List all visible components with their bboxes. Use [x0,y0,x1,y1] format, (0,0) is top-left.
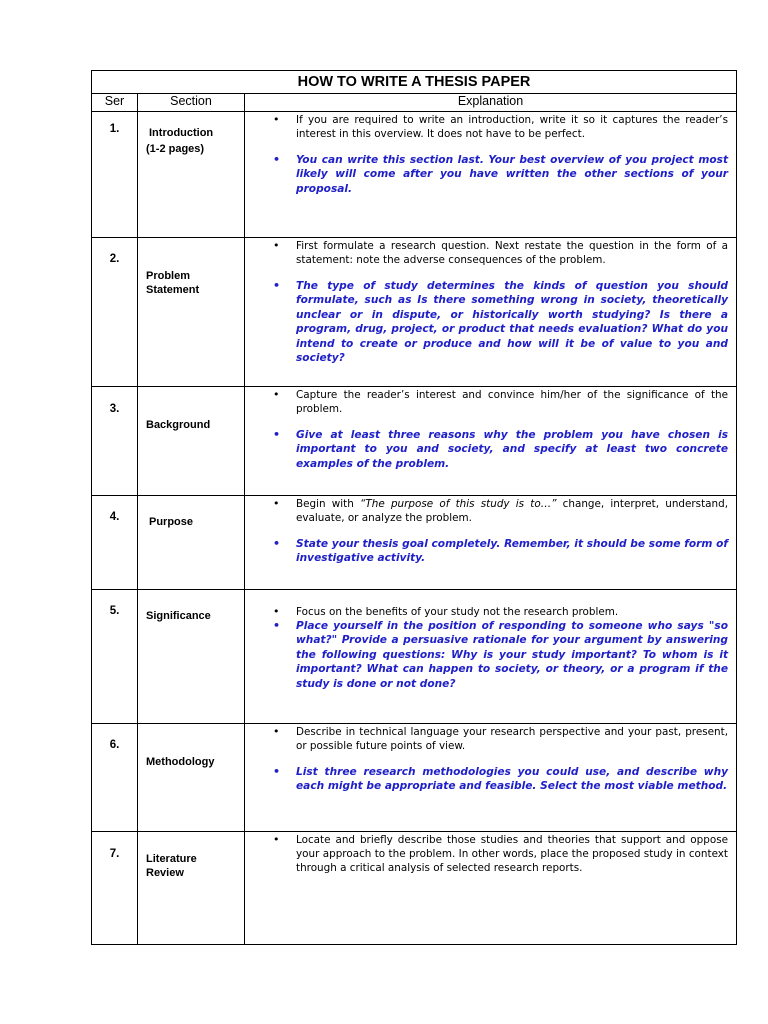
section-name: Methodology [146,756,215,768]
section-name: Literature [146,853,197,865]
ser-cell [92,590,138,724]
tip-text: Place yourself in the position of responding to someone who says "so what?" Provide a persuasive rationale for your argument by answering the following questions: Why is your study important? To whom is it important? What can happen to society, or theory, or a program if the study is done or not done? [296,620,729,690]
explanation-tip [245,619,728,691]
tip-text: State your thesis goal completely. Remember, it should be some form of investigative activity. [296,538,729,565]
explanation-quote: “The purpose of this study is to…” [360,498,557,510]
table-row [92,238,737,387]
explanation-text: First formulate a research question. Next restate the question in the form of a statement: note the adverse consequences of the problem. [296,240,729,266]
table-row [92,590,737,724]
bullet-icon: • [273,153,281,166]
explanation-text: If you are required to write an introduction, write it so it captures the reader’s interest in this overview. It does not have to be perfect. [296,114,729,140]
explanation-point [245,833,728,875]
document-title: HOW TO WRITE A THESIS PAPER [92,71,737,94]
explanation-text: Begin with [296,498,361,510]
ser-number: 1. [109,123,120,135]
header-ser: Ser [92,94,138,112]
ser-cell [92,832,138,945]
header-row [92,94,737,112]
section-name: Problem [146,270,191,282]
explanation-point [245,113,728,141]
explanation-cell [245,496,737,590]
explanation-text: Focus on the benefits of your study not the research problem. [296,606,619,618]
ser-number: 6. [109,739,120,751]
bullet-icon: • [273,605,280,618]
explanation-tip [245,537,728,566]
bullet-icon: • [273,428,281,441]
section-name: Significance [146,610,211,622]
ser-number: 4. [109,511,120,523]
explanation-point [245,497,728,525]
explanation-cell [245,724,737,832]
explanation-tip [245,153,728,196]
bullet-icon: • [273,537,281,550]
section-cell [138,112,245,238]
explanation-text: Locate and briefly describe those studies and theories that support and oppose your approach to the problem. In other words, place the proposed study in context through a critical analysis of selected research reports. [296,834,729,874]
header-explanation: Explanation [245,94,737,112]
section-name-line2: Statement [146,284,200,296]
explanation-text-cont: change, interpret, understand, evaluate, or analyze the problem. [296,498,729,524]
table-row [92,724,737,832]
explanation-point [245,239,728,267]
bullet-icon: • [273,113,280,126]
section-cell [138,238,245,387]
explanation-tip [245,428,728,471]
tip-text: You can write this section last. Your best overview of you project most likely will come after you have written the other sections of your proposal. [296,154,729,195]
explanation-text: Describe in technical language your research perspective and your past, present, or possible future points of view. [296,726,729,752]
explanation-cell [245,238,737,387]
ser-number: 3. [109,403,120,415]
bullet-icon: • [273,497,280,510]
bullet-icon: • [273,619,281,632]
explanation-cell [245,112,737,238]
section-subtitle: (1-2 pages) [146,143,205,155]
explanation-cell [245,832,737,945]
ser-cell [92,496,138,590]
table-row [92,387,737,496]
section-cell [138,387,245,496]
bullet-icon: • [273,279,281,292]
tip-text: List three research methodologies you could use, and describe why each might be appropriate and feasible. Select the most viable method. [296,766,729,793]
explanation-point [245,605,728,619]
table-row [92,112,737,238]
ser-cell [92,238,138,387]
thesis-guide-table [91,70,737,945]
bullet-icon: • [273,388,280,401]
bullet-icon: • [273,239,280,252]
explanation-text: Capture the reader’s interest and convince him/her of the significance of the problem. [296,389,729,415]
section-cell [138,590,245,724]
section-name: Purpose [149,516,194,528]
tip-text: Give at least three reasons why the problem you have chosen is important to you and society, and specify at least two concrete examples of the problem. [296,429,729,470]
table-row [92,496,737,590]
ser-number: 2. [109,253,120,265]
section-name: Background [146,419,211,431]
explanation-tip [245,279,728,365]
table-row [92,832,737,945]
section-cell [138,496,245,590]
bullet-icon: • [273,725,280,738]
bullet-icon: • [273,765,281,778]
explanation-point [245,725,728,753]
explanation-cell [245,387,737,496]
bullet-icon: • [273,833,280,846]
section-name-line2: Review [146,867,184,879]
ser-cell [92,724,138,832]
section-cell [138,724,245,832]
tip-text: The type of study determines the kinds of question you should formulate, such as Is there something wrong in society, theoretically unclear or in dispute, or historically worth studying? Is there a program, drug, project, or product that needs evaluation? What do you intend to create or produce and how will it be of value to you and society? [296,280,729,365]
ser-number: 5. [109,605,120,617]
explanation-cell [245,590,737,724]
explanation-tip [245,765,728,794]
explanation-point [245,388,728,416]
ser-number: 7. [109,848,120,860]
header-section: Section [138,94,245,112]
ser-cell [92,112,138,238]
section-cell [138,832,245,945]
ser-cell [92,387,138,496]
section-name: Introduction [149,127,214,139]
